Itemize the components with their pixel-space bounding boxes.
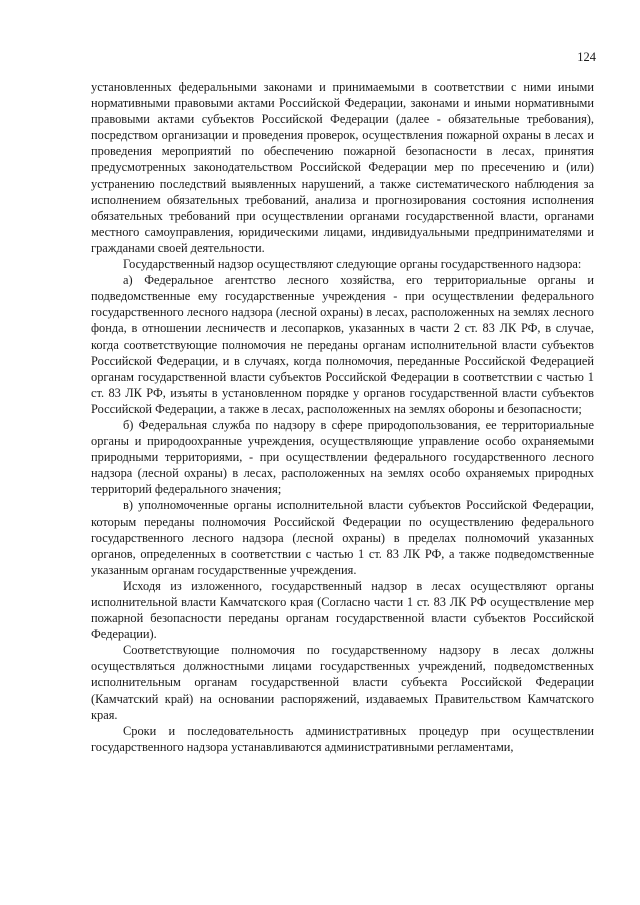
- paragraph-powers: Соответствующие полномочия по государственному надзору в лесах должны осуществляться должностными лицами государственных учреждений, подведомственных исполнительным органам государственной власти субъекта Российской Федерации (Камчатский край) на основании распоряжений, издаваемых Правительством Камчатского края.: [91, 643, 594, 722]
- paragraph-continuation: установленных федеральными законами и принимаемыми в соответствии с ними иными нормативными правовыми актами Российской Федерации, законами и иными нормативными правовыми актами субъектов Российской Федерации (далее - обязательные требования), посредством организации и проведения проверок, осуществления пожарной охраны в лесах и проведения мероприятий по обеспечению пожарной безопасности в лесах, принятия предусмотренных законодательством Российской Федерации мер по пресечению и (или) устранению последствий выявленных нарушений, а также систематического наблюдения за исполнением обязательных требований, анализа и прогнозирования состояния исполнения обязательных требований при осуществлении органами государственной власти, органами местного самоуправления, юридическими лицами, индивидуальными предпринимателями и гражданами своей деятельности.: [91, 80, 594, 255]
- list-item-c: в) уполномоченные органы исполнительной власти субъектов Российской Федерации, которым переданы полномочия Российской Федерации по осуществлению федерального государственного лесного надзора (лесной охраны) в пределах полномочий указанных органов, определенных в соответствии с частью 1 ст. 83 ЛК РФ, а также подведомственные указанным органам государственные учреждения.: [91, 498, 594, 577]
- list-item-b: б) Федеральная служба по надзору в сфере природопользования, ее территориальные органы и природоохранные учреждения, осуществляющие управление особо охраняемыми природными территориями, - при осуществлении федерального государственного лесного надзора (лесной охраны) в лесах, расположенных на землях особо охраняемых природных территорий федерального значения;: [91, 417, 594, 497]
- paragraph-conclusion: Исходя из изложенного, государственный надзор в лесах осуществляют органы исполнительной власти Камчатского края (Согласно части 1 ст. 83 ЛК РФ осуществление мер пожарной безопасности переданы органам государственной власти субъектов Российской Федерации).: [91, 578, 594, 642]
- paragraph-supervision-bodies: Государственный надзор осуществляют следующие органы государственного надзора:: [123, 257, 582, 272]
- paragraph-procedures: Сроки и последовательность административных процедур при осуществлении государственного надзора устанавливаются административными регламентами,: [91, 723, 594, 754]
- body-text: [91, 79, 594, 755]
- page-number: 124: [577, 50, 596, 64]
- list-item-a: а) Федеральное агентство лесного хозяйства, его территориальные органы и подведомственные ему государственные учреждения - при осуществлении федерального государственного лесного надзора (лесной охраны) в лесах, расположенных на землях лесного фонда, в отношении лесничеств и лесопарков, указанных в части 2 ст. 83 ЛК РФ, в случае, когда соответствующие полномочия не переданы органам исполнительной власти субъектов Российской Федерации, и в случаях, когда полномочия, переданные Российской Федерацией органам государственной власти субъектов Российской Федерации в соответствии с частью 1 ст. 83 ЛК РФ, изъяты в установленном порядке у органов государственной власти субъектов Российской Федерации, а также в лесах, расположенных на землях обороны и безопасности;: [91, 273, 594, 416]
